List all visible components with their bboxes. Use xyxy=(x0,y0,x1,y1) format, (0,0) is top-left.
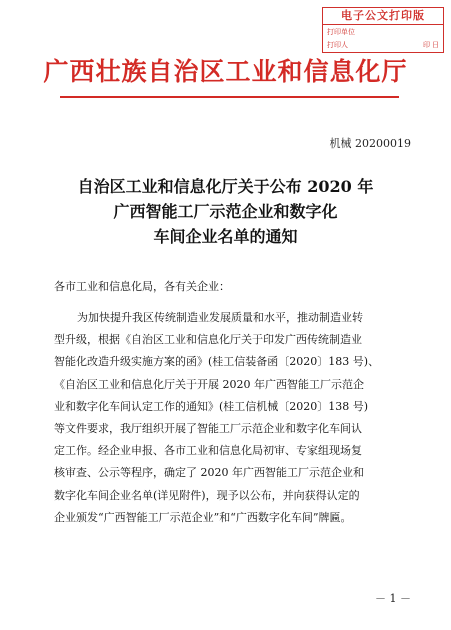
stamp-date: 印 日 xyxy=(423,42,439,49)
document-number: 机械 20200019 xyxy=(329,137,411,150)
title-line-2: 广西智能工厂示范企业和数字化 xyxy=(113,202,338,221)
page-number: － 1 － xyxy=(375,592,411,605)
body-line: 数字化车间企业名单(详见附件)，现予以公布，并向获得认定的 xyxy=(54,488,360,502)
stamp-row2 xyxy=(327,41,439,50)
body-line: 核审查、公示等程序，确定了 2020 年广西智能工厂示范企业和 xyxy=(54,466,364,480)
salutation: 各市工业和信息化局，各有关企业： xyxy=(54,280,230,293)
title-line-3: 车间企业名单的通知 xyxy=(153,227,298,246)
body-paragraph xyxy=(54,307,399,529)
red-divider-line xyxy=(60,96,399,98)
body-line: 企业颁发“广西智能工厂示范企业”和“广西数字化车间”牌匾。 xyxy=(54,510,352,524)
document-title xyxy=(30,174,421,249)
stamp-print-unit: 打印单位 xyxy=(327,29,355,36)
body-line: 等文件要求，我厅组织开展了智能工厂示范企业和数字化车间认 xyxy=(54,422,362,436)
stamp-printer: 打印人 xyxy=(327,42,348,49)
body-line: 智能化改造升级实施方案的函》(桂工信装备函〔2020〕183 号)、 xyxy=(54,355,380,369)
print-stamp xyxy=(322,7,444,53)
body-line: 业和数字化车间认定工作的通知》(桂工信机械〔2020〕138 号) xyxy=(54,399,369,413)
body-line: 为加快提升我区传统制造业发展质量和水平，推动制造业转 xyxy=(77,311,363,324)
title-line-1: 自治区工业和信息化厅关于公布 2020 年 xyxy=(77,177,374,196)
body-line: 《自治区工业和信息化厅关于开展 2020 年广西智能工厂示范企 xyxy=(54,377,364,391)
stamp-title: 电子公文打印版 xyxy=(323,8,443,25)
body-line: 定工作。经企业申报、各市工业和信息化局初审、专家组现场复 xyxy=(54,444,362,458)
issuing-authority-header: 广西壮族自治区工业和信息化厅 xyxy=(43,57,408,86)
body-line: 型升级，根据《自治区工业和信息化厅关于印发广西传统制造业 xyxy=(54,333,362,347)
